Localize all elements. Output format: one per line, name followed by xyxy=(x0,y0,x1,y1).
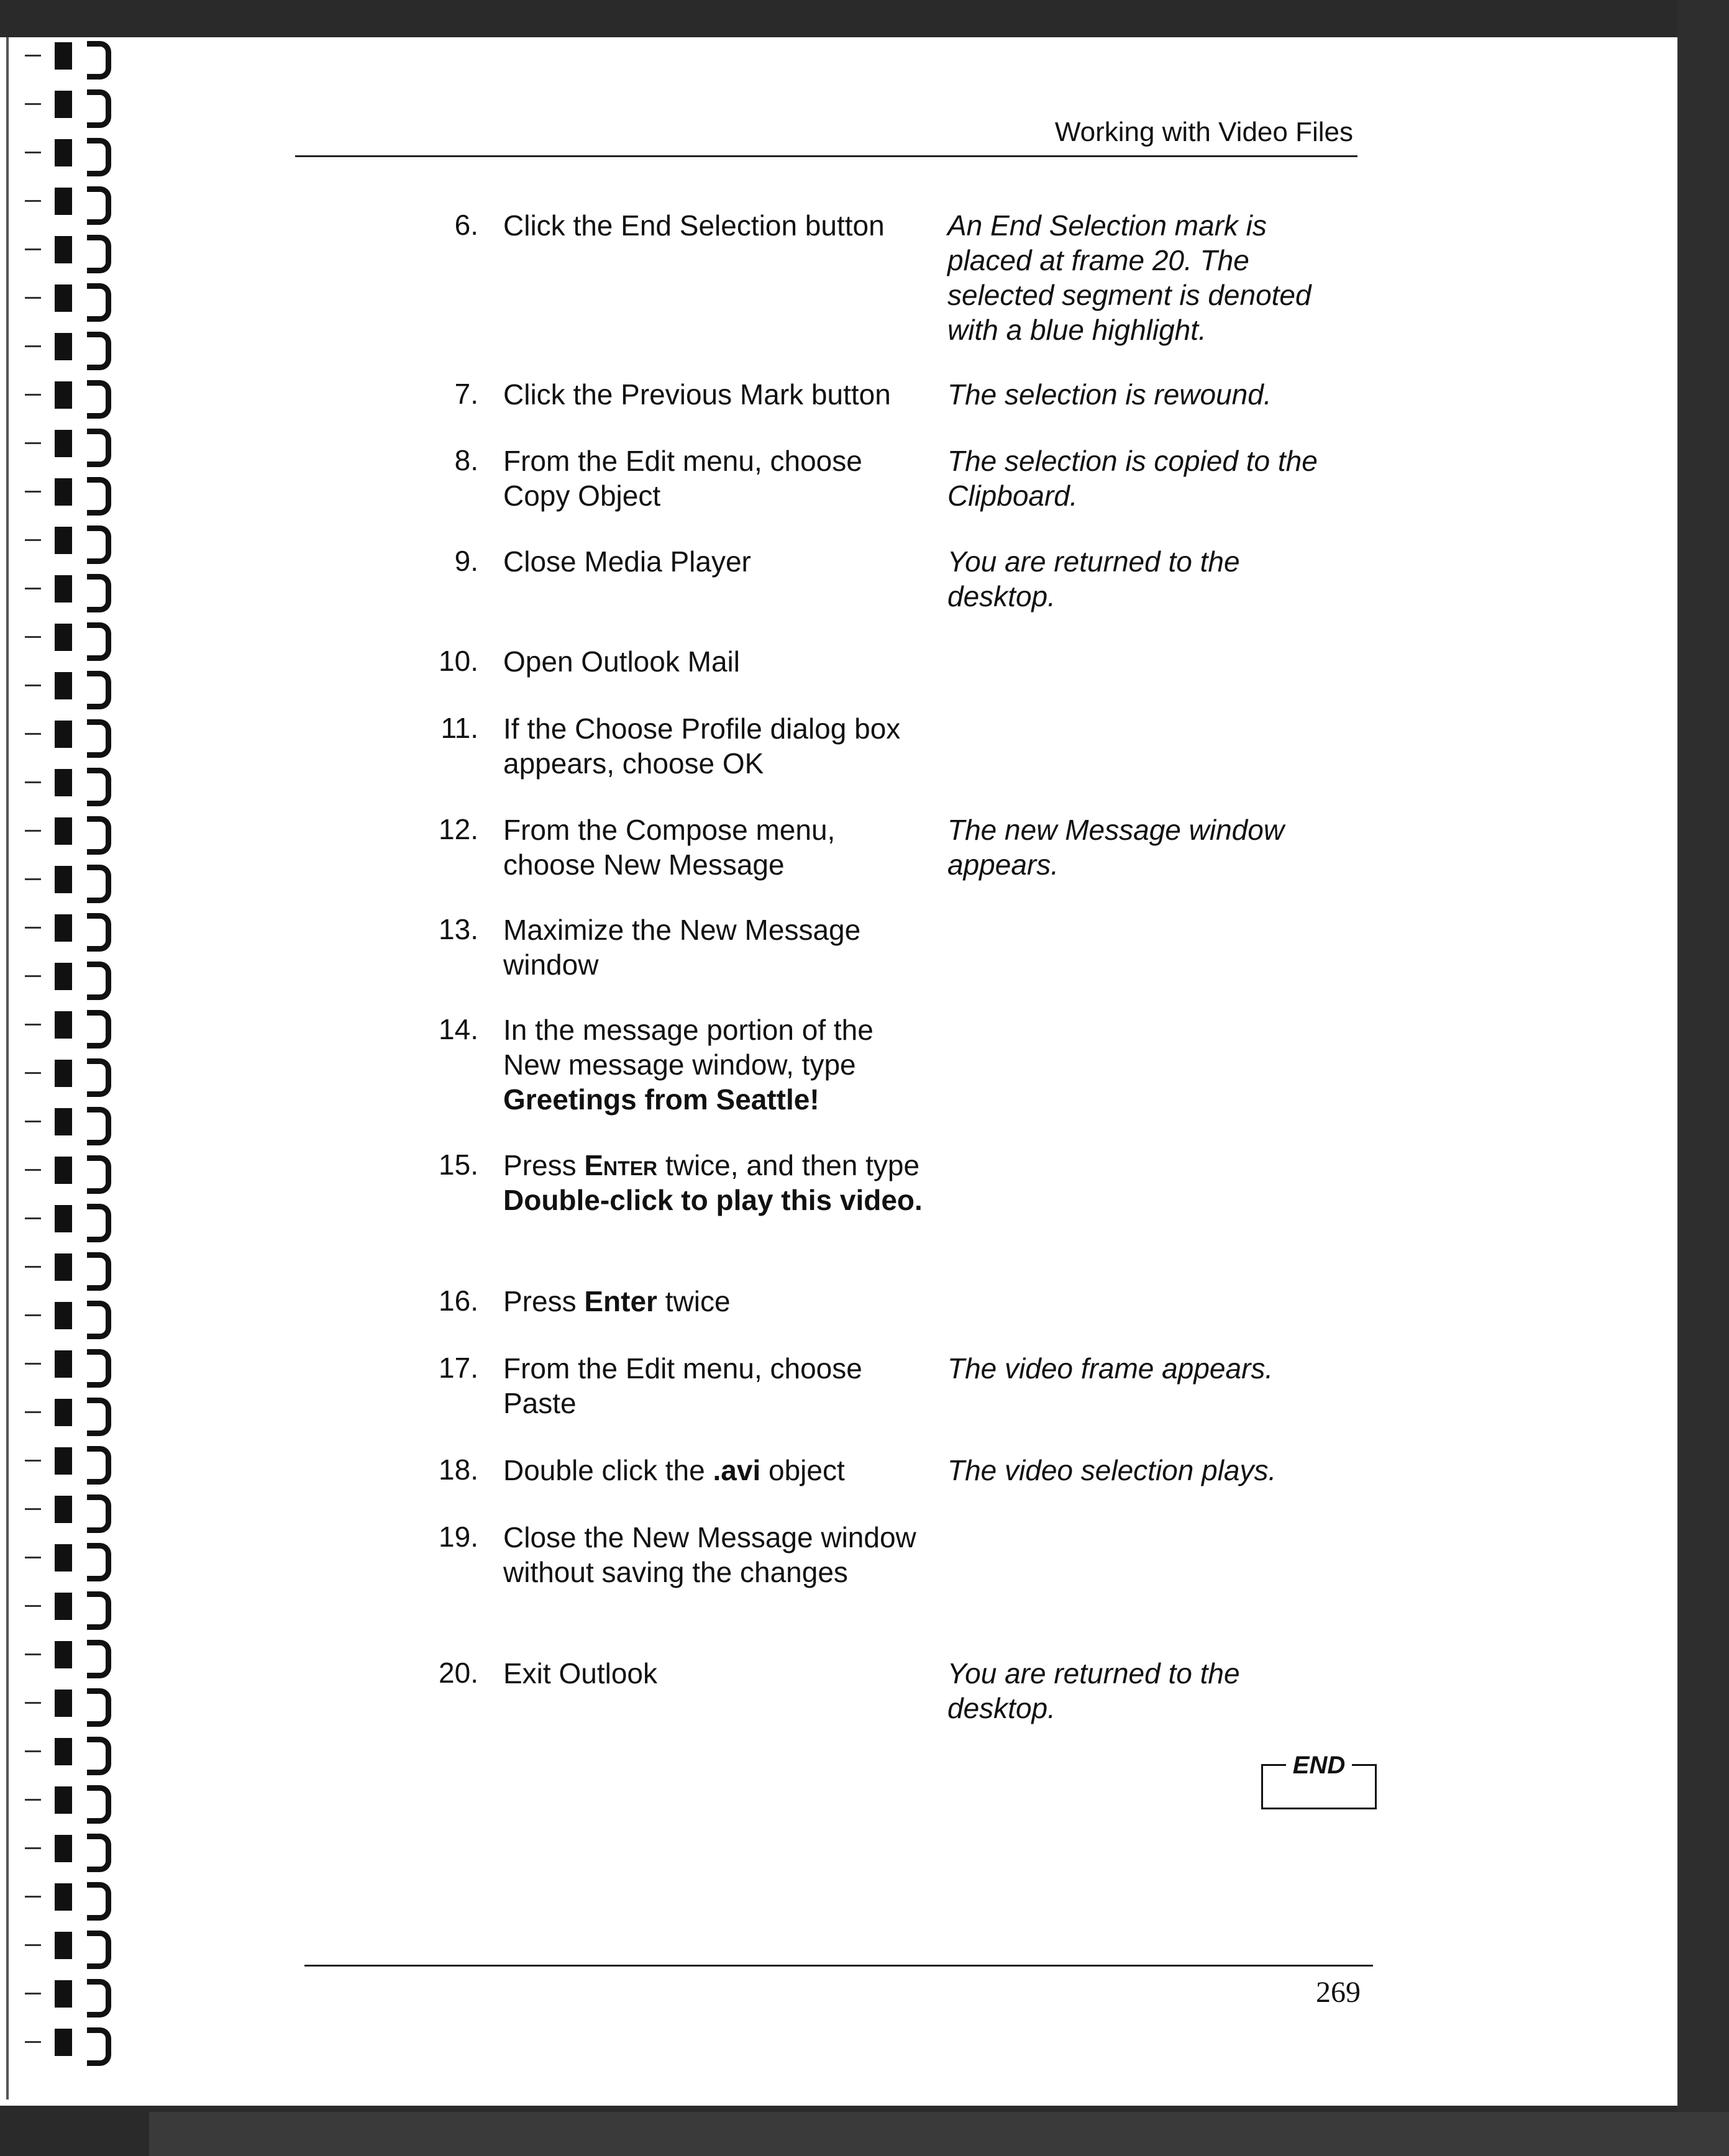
spiral-binding xyxy=(0,37,124,2099)
step-action-text: In the message portion of the New message window, type xyxy=(503,1014,874,1081)
step-action: From the Edit menu, choose Paste xyxy=(503,1352,862,1419)
step-number: 12. xyxy=(439,813,478,845)
step-action: Click the Previous Mark button xyxy=(503,378,891,411)
step-result: You are returned to the desktop. xyxy=(947,1657,1240,1724)
binding-ring xyxy=(25,812,118,848)
binding-ring xyxy=(25,37,118,73)
page-edge-right xyxy=(1677,0,1729,2156)
step-action: Close Media Player xyxy=(503,545,751,578)
binding-ring xyxy=(25,1733,118,1769)
binding-ring xyxy=(25,425,118,461)
step-action xyxy=(503,1284,926,1319)
binding-ring xyxy=(25,764,118,800)
step-action-text: Press xyxy=(503,1285,577,1317)
binding-ring xyxy=(25,86,118,122)
binding-ring xyxy=(25,376,118,412)
step-result: The selection is copied to the Clipboard. xyxy=(947,445,1318,512)
binding-ring xyxy=(25,2024,118,2060)
step-action-text: twice, and then type xyxy=(665,1149,920,1181)
step-result: You are returned to the desktop. xyxy=(947,545,1240,612)
step-action: Close the New Message window without saving the changes xyxy=(503,1521,916,1588)
binding-ring xyxy=(25,861,118,897)
step-number: 19. xyxy=(439,1521,478,1553)
binding-ring xyxy=(25,1442,118,1478)
binding-ring xyxy=(25,1103,118,1139)
step-result: The video frame appears. xyxy=(947,1352,1274,1385)
running-header: Working with Video Files xyxy=(1054,117,1353,147)
end-label: END xyxy=(1288,1752,1350,1780)
step-action: If the Choose Profile dialog box appears, choose OK xyxy=(503,712,901,780)
step-number: 15. xyxy=(439,1149,478,1181)
step-number: 20. xyxy=(439,1657,478,1689)
step-number: 10. xyxy=(439,645,478,677)
binding-ring xyxy=(25,958,118,994)
step-action-text: Press xyxy=(503,1149,577,1181)
step-number: 13. xyxy=(439,913,478,945)
step-action-text: object xyxy=(769,1454,845,1486)
binding-ring xyxy=(25,1394,118,1430)
binding-ring xyxy=(25,1006,118,1042)
binding-ring xyxy=(25,1975,118,2011)
binding-ring xyxy=(25,1927,118,1963)
binding-ring xyxy=(25,1878,118,1914)
step-number: 8. xyxy=(454,444,478,476)
step-action-text: twice xyxy=(665,1285,731,1317)
end-marker xyxy=(1261,1752,1377,1809)
binding-ring xyxy=(25,909,118,945)
file-extension: .avi xyxy=(713,1454,761,1486)
step-number: 11. xyxy=(440,712,478,744)
step-number: 16. xyxy=(439,1285,478,1317)
binding-ring xyxy=(25,1685,118,1721)
binding-ring xyxy=(25,522,118,558)
binding-ring xyxy=(25,716,118,752)
binding-ring xyxy=(25,1588,118,1624)
step-number: 6. xyxy=(454,209,478,241)
footer-rule xyxy=(304,1965,1373,1967)
step-result: The selection is rewound. xyxy=(947,378,1272,411)
key-name: Enter xyxy=(584,1149,658,1181)
step-action: Click the End Selection button xyxy=(503,209,885,242)
binding-ring xyxy=(25,1539,118,1575)
binding-ring xyxy=(25,1781,118,1817)
binding-ring xyxy=(25,134,118,170)
binding-ring xyxy=(25,570,118,606)
binding-ring xyxy=(25,1830,118,1866)
binding-ring xyxy=(25,1297,118,1333)
page-edge-bottom xyxy=(149,2112,1729,2156)
binding-ring xyxy=(25,280,118,316)
step-result: An End Selection mark is placed at frame 20. The selected segment is denoted with a blue highlight. xyxy=(947,209,1312,346)
step-number: 18. xyxy=(439,1453,478,1486)
binding-ring xyxy=(25,667,118,703)
binding-ring xyxy=(25,231,118,267)
typed-text: Greetings from Seattle! xyxy=(503,1083,819,1116)
binding-ring xyxy=(25,183,118,219)
step-number: 14. xyxy=(439,1013,478,1045)
binding-ring xyxy=(25,1636,118,1672)
binding-ring xyxy=(25,1345,118,1381)
end-marker-corner xyxy=(1261,1764,1286,1766)
key-name: Enter xyxy=(584,1285,657,1317)
binding-spine xyxy=(6,37,9,2099)
typed-text: Double-click to play this video. xyxy=(503,1184,923,1216)
step-action: From the Compose menu, choose New Message xyxy=(503,814,836,881)
binding-ring xyxy=(25,1152,118,1188)
step-action: Exit Outlook xyxy=(503,1657,657,1690)
binding-ring xyxy=(25,1249,118,1285)
step-action xyxy=(503,1148,926,1217)
step-action-text: Double click the xyxy=(503,1454,705,1486)
step-result: The video selection plays. xyxy=(947,1454,1277,1486)
step-action: From the Edit menu, choose Copy Object xyxy=(503,445,862,512)
binding-ring xyxy=(25,1200,118,1236)
binding-ring xyxy=(25,619,118,655)
step-action: Maximize the New Message window xyxy=(503,914,861,981)
binding-ring xyxy=(25,1055,118,1091)
header-rule xyxy=(295,155,1357,157)
end-marker-corner xyxy=(1352,1764,1377,1766)
binding-ring xyxy=(25,328,118,364)
binding-ring xyxy=(25,473,118,509)
binding-ring xyxy=(25,1491,118,1527)
step-action: Open Outlook Mail xyxy=(503,645,740,678)
step-number: 7. xyxy=(454,378,478,410)
page-number: 269 xyxy=(1316,1976,1361,2009)
step-action xyxy=(503,1012,926,1117)
step-action xyxy=(503,1453,926,1488)
step-number: 9. xyxy=(454,545,478,577)
step-result: The new Message window appears. xyxy=(947,814,1285,881)
step-number: 17. xyxy=(439,1352,478,1384)
